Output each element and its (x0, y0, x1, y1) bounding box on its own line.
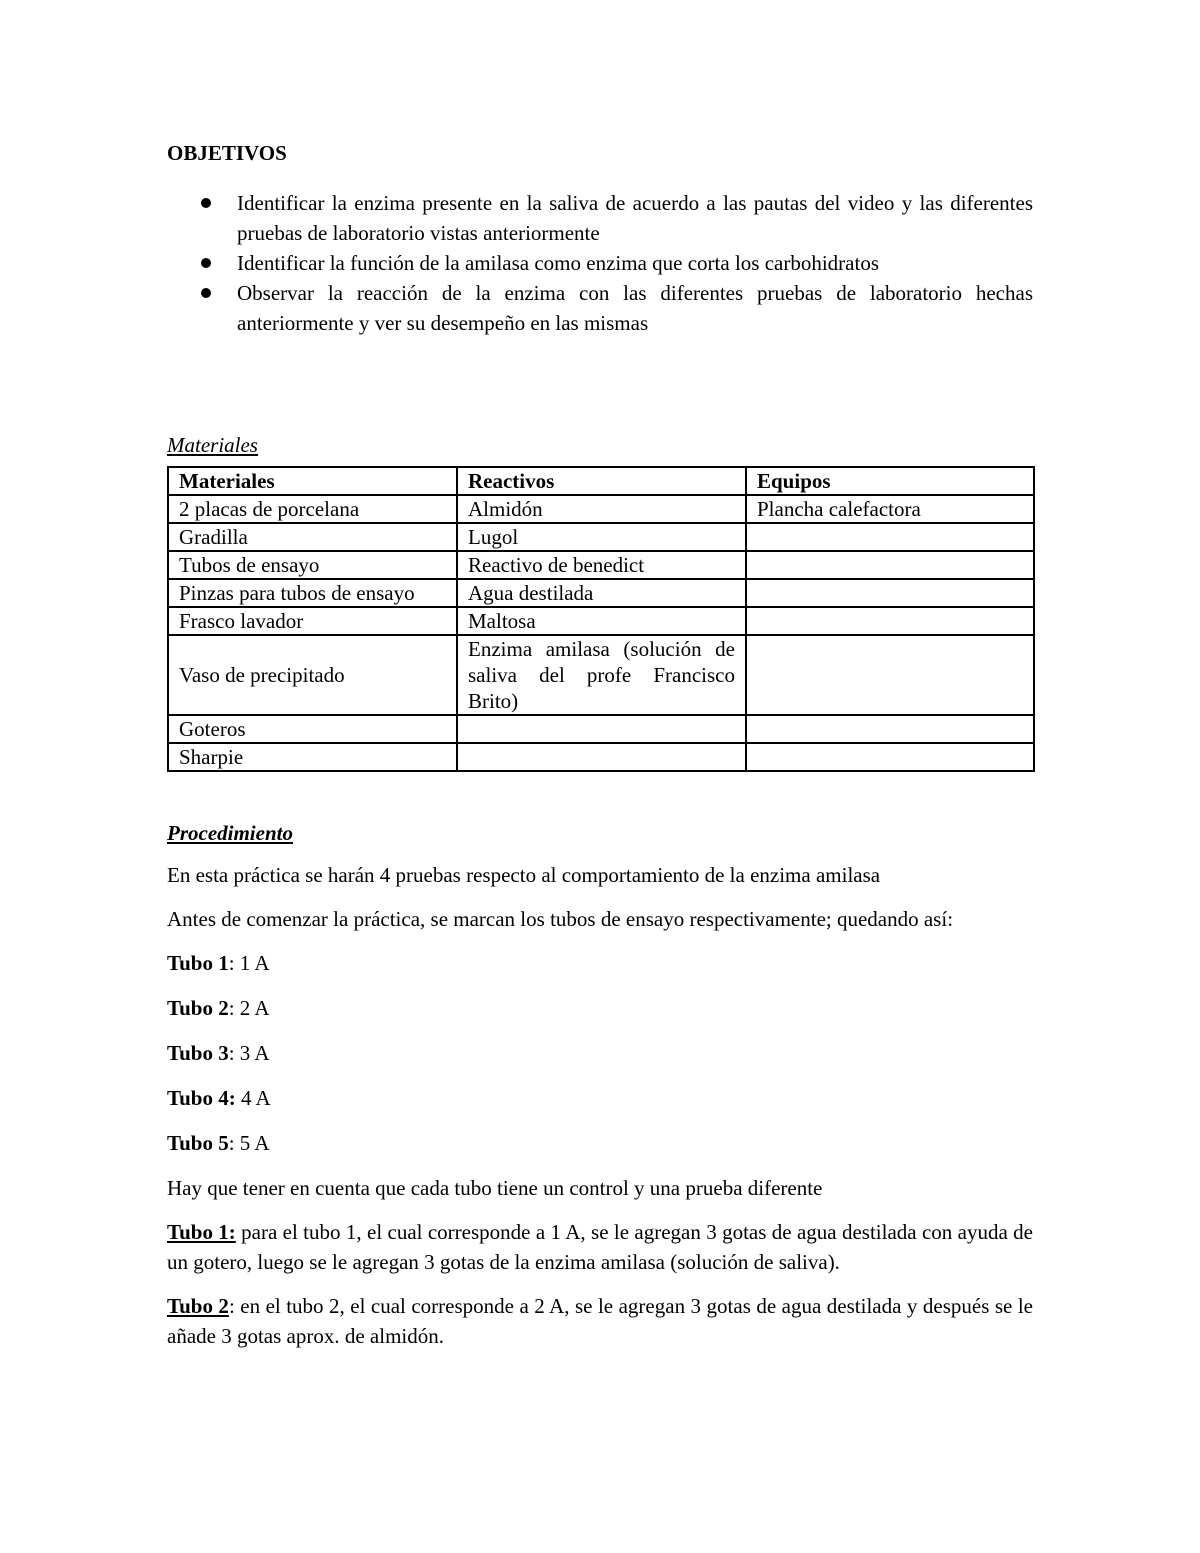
table-cell: Tubos de ensayo (168, 551, 457, 579)
table-cell: Sharpie (168, 743, 457, 771)
tubo2-paragraph (167, 1291, 1033, 1351)
table-cell: Agua destilada (457, 579, 746, 607)
table-row (168, 715, 1034, 743)
table-cell: Reactivo de benedict (457, 551, 746, 579)
tubo-label-line (167, 993, 1033, 1023)
tubo2-label: Tubo 2 (167, 1294, 229, 1318)
tubo-sep: : (228, 1041, 235, 1065)
table-cell (746, 551, 1034, 579)
tubo-sep: : (228, 996, 235, 1020)
table-cell (746, 743, 1034, 771)
materiales-table (167, 466, 1035, 772)
tubo-value: 2 A (234, 996, 270, 1020)
table-cell: Gradilla (168, 523, 457, 551)
tubo-sep: : (228, 951, 235, 975)
table-cell: Vaso de precipitado (168, 635, 457, 715)
objetivo-item (167, 278, 1033, 338)
objetivos-heading: OBJETIVOS (167, 141, 287, 165)
tubo-label-line (167, 1038, 1033, 1068)
document-page (167, 138, 1033, 1365)
table-cell (746, 579, 1034, 607)
objetivo-text: Identificar la función de la amilasa como enzima que corta los carbohidratos (237, 251, 879, 275)
table-cell: Plancha calefactora (746, 495, 1034, 523)
table-header-cell: Materiales (168, 467, 457, 495)
objetivo-item (167, 188, 1033, 248)
tubo1-text: para el tubo 1, el cual corresponde a 1 A, se le agregan 3 gotas de agua destilada con ayuda de un gotero, luego se le agregan 3 gotas de la enzima amilasa (solución de saliva). (167, 1220, 1033, 1274)
table-cell (457, 715, 746, 743)
table-row (168, 607, 1034, 635)
bullet-icon (201, 288, 211, 298)
table-row (168, 495, 1034, 523)
table-cell (746, 607, 1034, 635)
table-row (168, 523, 1034, 551)
table-cell (746, 635, 1034, 715)
tubo-label: Tubo 4: (167, 1086, 236, 1110)
table-cell (746, 715, 1034, 743)
table-row (168, 743, 1034, 771)
tubo-label-line (167, 948, 1033, 978)
bullet-icon (201, 198, 211, 208)
table-cell: Enzima amilasa (solución de saliva del profe Francisco Brito) (457, 635, 746, 715)
procedimiento-nota: Hay que tener en cuenta que cada tubo tiene un control y una prueba diferente (167, 1176, 823, 1200)
tubo1-paragraph (167, 1217, 1033, 1277)
table-row (168, 579, 1034, 607)
table-cell: Goteros (168, 715, 457, 743)
tubo-label-line (167, 1128, 1033, 1158)
objetivo-item (167, 248, 1033, 278)
objetivo-text: Observar la reacción de la enzima con las diferentes pruebas de laboratorio hechas anteriormente y ver su desempeño en las mismas (237, 281, 1033, 335)
procedimiento-antes: Antes de comenzar la práctica, se marcan los tubos de ensayo respectivamente; quedando así: (167, 907, 954, 931)
tubo-label: Tubo 5 (167, 1131, 229, 1155)
tubo1-label: Tubo 1: (167, 1220, 236, 1244)
tubo-label: Tubo 2 (167, 996, 229, 1020)
tubo-sep: : (228, 1131, 235, 1155)
table-row (168, 551, 1034, 579)
table-cell: Almidón (457, 495, 746, 523)
tubo-value: 1 A (234, 951, 270, 975)
procedimiento-intro: En esta práctica se harán 4 pruebas respecto al comportamiento de la enzima amilasa (167, 863, 881, 887)
table-row (168, 635, 1034, 715)
table-cell: 2 placas de porcelana (168, 495, 457, 523)
bullet-icon (201, 258, 211, 268)
tubo-value: 5 A (234, 1131, 270, 1155)
tubo-value: 4 A (235, 1086, 271, 1110)
materiales-heading: Materiales (167, 433, 258, 457)
table-cell (746, 523, 1034, 551)
tubo-value: 3 A (234, 1041, 270, 1065)
table-cell: Maltosa (457, 607, 746, 635)
objetivo-text: Identificar la enzima presente en la saliva de acuerdo a las pautas del video y las diferentes pruebas de laboratorio vistas anteriormente (237, 191, 1033, 245)
table-cell: Lugol (457, 523, 746, 551)
tubo-label-line (167, 1083, 1033, 1113)
table-header-cell: Reactivos (457, 467, 746, 495)
table-header-row (168, 467, 1034, 495)
table-cell: Frasco lavador (168, 607, 457, 635)
procedimiento-heading: Procedimiento (167, 821, 293, 845)
objetivos-list (167, 188, 1033, 338)
table-cell: Pinzas para tubos de ensayo (168, 579, 457, 607)
tubo-label: Tubo 1 (167, 951, 229, 975)
table-cell (457, 743, 746, 771)
table-header-cell: Equipos (746, 467, 1034, 495)
tubo2-text: : en el tubo 2, el cual corresponde a 2 A, se le agregan 3 gotas de agua destilada y después se le añade 3 gotas aprox. de almidón. (167, 1294, 1034, 1348)
tubo-label: Tubo 3 (167, 1041, 229, 1065)
